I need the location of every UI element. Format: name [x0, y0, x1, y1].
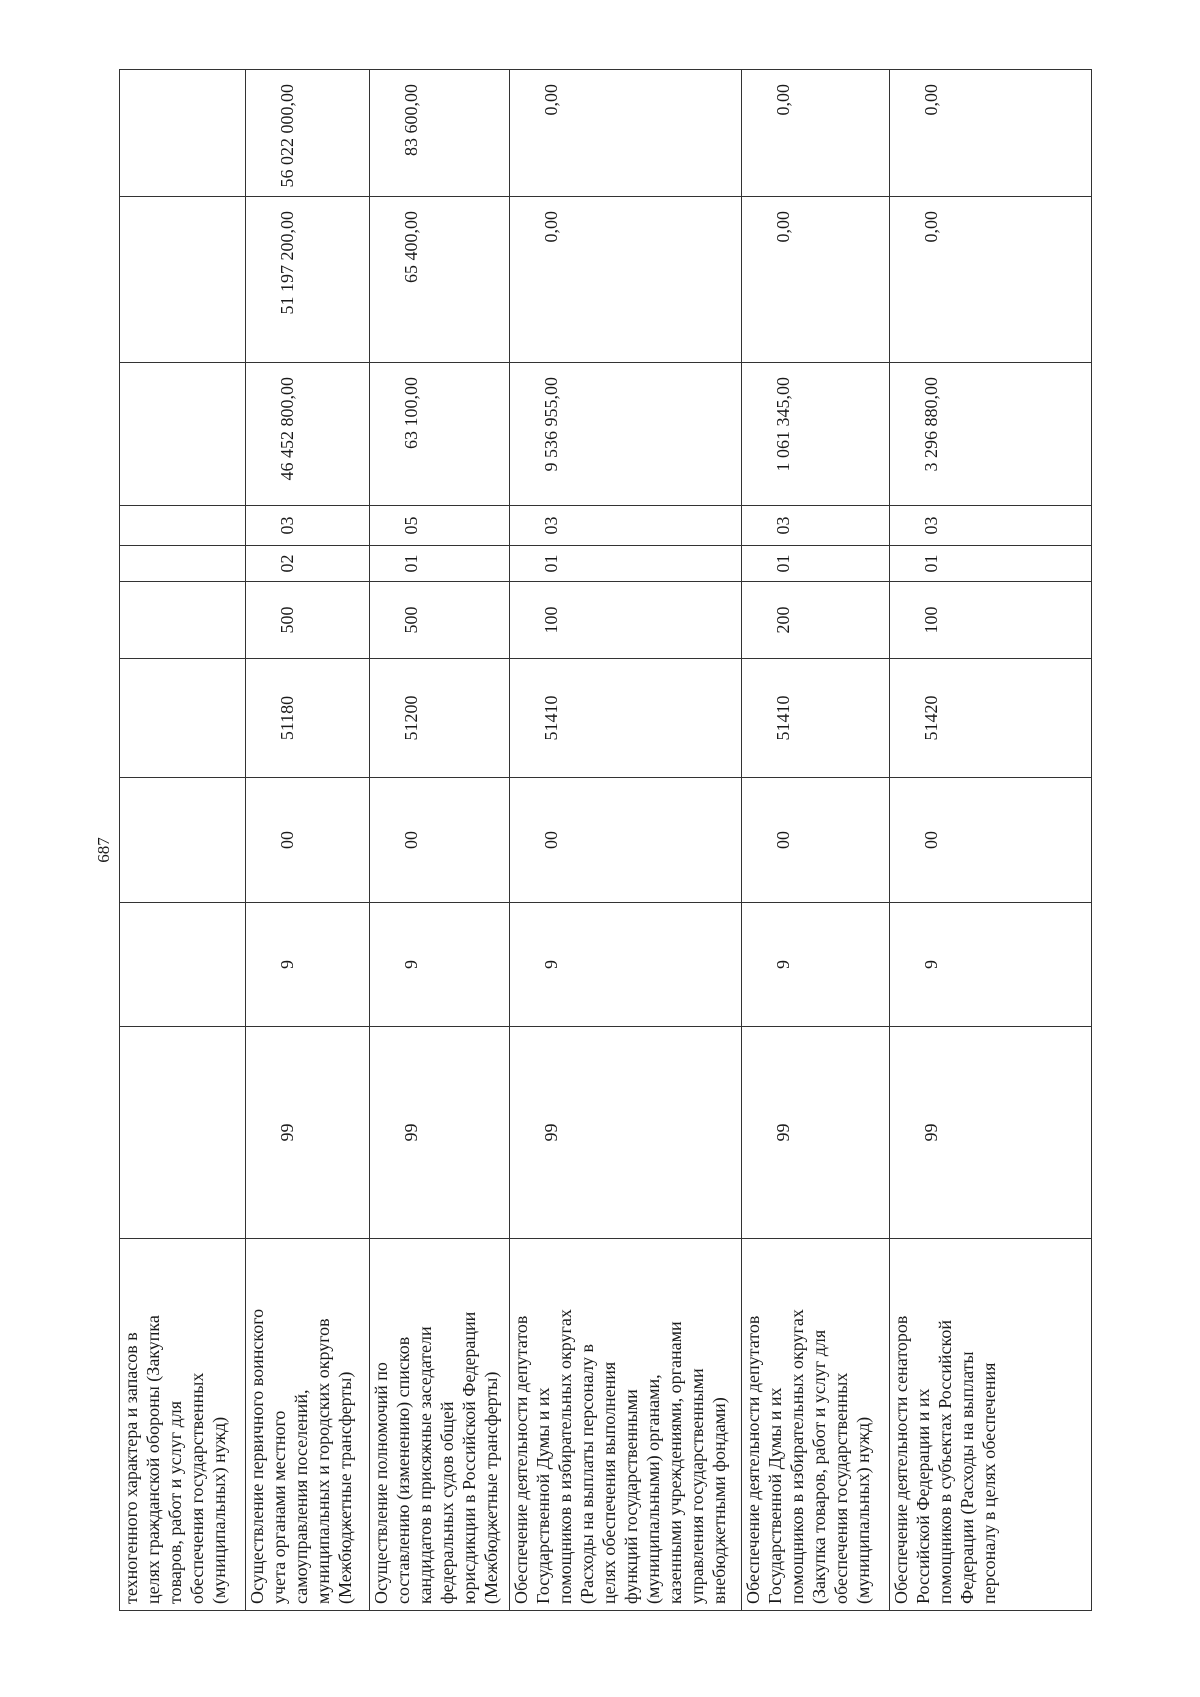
subsection-cell: 05: [370, 506, 510, 546]
subprogram-code-cell: 9: [742, 903, 890, 1027]
table-row: [120, 70, 246, 1611]
amount-2023-cell: 1 061 345,00: [742, 363, 890, 506]
subprogram-code-cell: 9: [246, 903, 370, 1027]
amount-2024-cell: 0,00: [890, 197, 1092, 363]
program-code-cell: 99: [890, 1027, 1092, 1239]
description-line: помощников в субъектах Российской: [935, 1320, 955, 1604]
expense-type-cell: [120, 582, 246, 659]
amount-2024-cell: [120, 197, 246, 363]
expense-type-cell: 100: [890, 582, 1092, 659]
direction-code-cell: [120, 659, 246, 778]
table-row: [246, 70, 370, 1611]
event-code-cell: 00: [510, 778, 742, 903]
expense-description: [370, 1239, 510, 1611]
event-code-cell: 00: [742, 778, 890, 903]
expense-type-cell: 200: [742, 582, 890, 659]
amount-2025-cell: 0,00: [510, 70, 742, 197]
direction-code-cell: 51410: [742, 659, 890, 778]
expense-description: [742, 1239, 890, 1611]
amount-2024-cell: 0,00: [742, 197, 890, 363]
direction-code-cell: 51420: [890, 659, 1092, 778]
program-code-cell: 99: [510, 1027, 742, 1239]
description-line: Обеспечение деятельности депутатов: [743, 1315, 763, 1604]
table-row: [742, 70, 890, 1611]
program-code-cell: 99: [370, 1027, 510, 1239]
subprogram-code-cell: 9: [890, 903, 1092, 1027]
description-line: обеспечения государственных: [187, 1372, 207, 1604]
subprogram-code-cell: 9: [370, 903, 510, 1027]
amount-2025-cell: [120, 70, 246, 197]
expense-description: [246, 1239, 370, 1611]
description-line: техногенного характера и запасов в: [121, 1332, 141, 1604]
section-cell: 01: [510, 546, 742, 582]
budget-table: [119, 69, 1092, 1611]
event-code-cell: 00: [246, 778, 370, 903]
section-cell: 01: [890, 546, 1092, 582]
description-line: (Закупка товаров, работ и услуг для: [809, 1329, 829, 1604]
section-cell: 01: [742, 546, 890, 582]
description-line: (муниципальными) органами,: [643, 1374, 663, 1604]
section-cell: 01: [370, 546, 510, 582]
subprogram-code-cell: [120, 903, 246, 1027]
event-code-cell: 00: [370, 778, 510, 903]
subsection-cell: 03: [246, 506, 370, 546]
page-number: 687: [94, 837, 113, 863]
amount-2025-cell: 56 022 000,00: [246, 70, 370, 197]
description-line: Российской Федерации и их: [913, 1388, 933, 1604]
direction-code-cell: 51200: [370, 659, 510, 778]
program-code-cell: 99: [742, 1027, 890, 1239]
amount-2024-cell: 65 400,00: [370, 197, 510, 363]
amount-2023-cell: [120, 363, 246, 506]
description-line: (Расходы на выплаты персоналу в: [577, 1344, 597, 1604]
expense-type-cell: 100: [510, 582, 742, 659]
description-line: Осуществление первичного воинского: [247, 1308, 267, 1604]
description-line: (муниципальных) нужд): [209, 1416, 229, 1604]
description-line: (Межбюджетные трансферты): [481, 1371, 501, 1604]
description-line: (Межбюджетные трансферты): [335, 1371, 355, 1604]
description-line: Государственной Думы и их: [765, 1387, 785, 1604]
description-line: функций государственными: [621, 1389, 641, 1604]
amount-2023-cell: 9 536 955,00: [510, 363, 742, 506]
expense-description: [890, 1239, 1092, 1611]
table-row: [510, 70, 742, 1611]
description-line: муниципальных и городских округов: [313, 1318, 333, 1604]
subprogram-code-cell: 9: [510, 903, 742, 1027]
amount-2025-cell: 0,00: [890, 70, 1092, 197]
description-line: федеральных судов общей: [437, 1401, 457, 1604]
description-line: юрисдикции в Российской Федерации: [459, 1311, 479, 1604]
description-line: товаров, работ и услуг для: [165, 1400, 185, 1604]
description-line: персоналу в целях обеспечения: [979, 1362, 999, 1604]
description-line: помощников в избирательных округах: [787, 1309, 807, 1604]
direction-code-cell: 51180: [246, 659, 370, 778]
expense-type-cell: 500: [246, 582, 370, 659]
description-line: казенными учреждениями, органами: [665, 1321, 685, 1604]
rotated-page: [119, 70, 1091, 1611]
event-code-cell: 00: [890, 778, 1092, 903]
subsection-cell: 03: [742, 506, 890, 546]
description-line: Государственной Думы и их: [533, 1387, 553, 1604]
expense-description: [510, 1239, 742, 1611]
description-line: учета органами местного: [269, 1410, 289, 1604]
description-line: составлению (изменению) списков: [393, 1336, 413, 1604]
table-row: [890, 70, 1092, 1611]
amount-2024-cell: 51 197 200,00: [246, 197, 370, 363]
subsection-cell: [120, 506, 246, 546]
expense-description: [120, 1239, 246, 1611]
subsection-cell: 03: [510, 506, 742, 546]
description-line: (муниципальных) нужд): [853, 1416, 873, 1604]
description-line: Обеспечение деятельности сенаторов: [891, 1315, 911, 1604]
description-line: целях гражданской обороны (Закупка: [143, 1315, 163, 1604]
amount-2023-cell: 3 296 880,00: [890, 363, 1092, 506]
description-line: управления государственными: [687, 1368, 707, 1604]
description-line: обеспечения государственных: [831, 1372, 851, 1604]
description-line: Обеспечение деятельности депутатов: [511, 1315, 531, 1604]
direction-code-cell: 51410: [510, 659, 742, 778]
description-line: самоуправления поселений,: [291, 1389, 311, 1604]
description-line: внебюджетными фондами): [709, 1397, 729, 1604]
subsection-cell: 03: [890, 506, 1092, 546]
amount-2025-cell: 0,00: [742, 70, 890, 197]
description-line: Осуществление полномочий по: [371, 1362, 391, 1604]
amount-2024-cell: 0,00: [510, 197, 742, 363]
description-line: целях обеспечения выполнения: [599, 1361, 619, 1604]
description-line: помощников в избирательных округах: [555, 1309, 575, 1604]
amount-2025-cell: 83 600,00: [370, 70, 510, 197]
section-cell: [120, 546, 246, 582]
program-code-cell: [120, 1027, 246, 1239]
table-row: [370, 70, 510, 1611]
section-cell: 02: [246, 546, 370, 582]
expense-type-cell: 500: [370, 582, 510, 659]
description-line: кандидатов в присяжные заседатели: [415, 1326, 435, 1604]
program-code-cell: 99: [246, 1027, 370, 1239]
amount-2023-cell: 46 452 800,00: [246, 363, 370, 506]
amount-2023-cell: 63 100,00: [370, 363, 510, 506]
event-code-cell: [120, 778, 246, 903]
description-line: Федерации (Расходы на выплаты: [957, 1351, 977, 1604]
